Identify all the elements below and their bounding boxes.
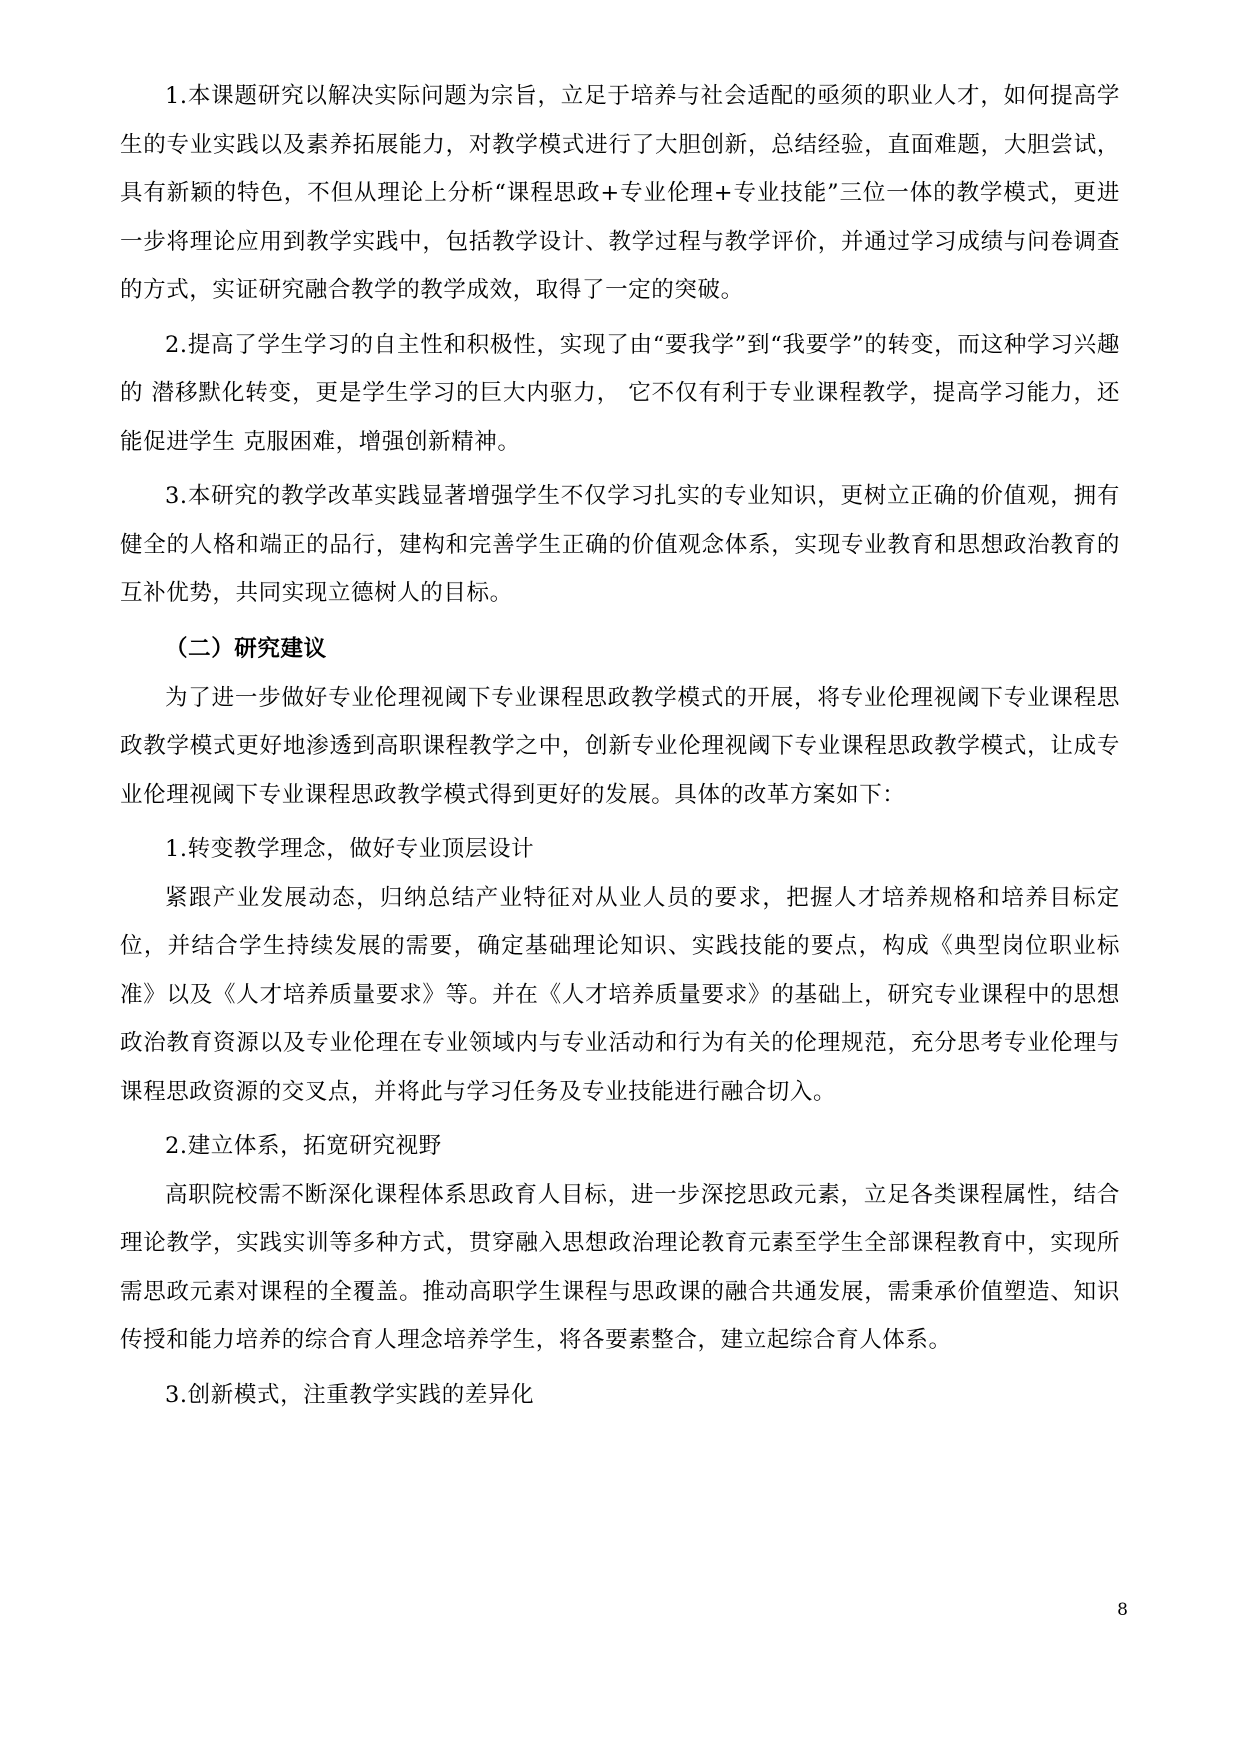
intro-paragraph: 为了进一步做好专业伦理视阈下专业课程思政教学模式的开展，将专业伦理视阈下专业课程思政教学模式更好地渗透到高职课程教学之中，创新专业伦理视阈下专业课程思政教学模式，让成专业伦理视阈下专业课程思政教学模式得到更好的发展。具体的改革方案如下：	[120, 684, 1120, 808]
item-3-title: 3.创新模式，注重教学实践的差异化	[165, 1381, 535, 1408]
conclusion-paragraph-1: 1.本课题研究以解决实际问题为宗旨，立足于培养与社会适配的亟须的职业人才，如何提高学生的专业实践以及素养拓展能力，对教学模式进行了大胆创新，总结经验，直面难题，大胆尝试，具有新颖的特色，不但从理论上分析“课程思政+专业伦理+专业技能”三位一体的教学模式，更进一步将理论应用到教学实践中，包括教学设计、教学过程与教学评价，并通过学习成绩与问卷调查的方式，实证研究融合教学的教学成效，取得了一定的突破。	[120, 83, 1120, 303]
item-2-title: 2.建立体系，拓宽研究视野	[165, 1133, 442, 1159]
item-1-title: 1.转变教学理念，做好专业顶层设计	[165, 836, 535, 862]
item-2-body: 高职院校需不断深化课程体系思政育人目标，进一步深挖思政元素，立足各类课程属性，结合理论教学，实践实训等多种方式，贯穿融入思想政治理论教育元素至学生全部课程教育中，实现所需思政元素对课程的全覆盖。推动高职学生课程与思政课的融合共通发展，需秉承价值塑造、知识传授和能力培养的综合育人理念培养学生，将各要素整合，建立起综合育人体系。	[120, 1181, 1120, 1353]
section-heading: （二）研究建议	[165, 635, 327, 662]
conclusion-paragraph-2: 2.提高了学生学习的自主性和积极性，实现了由“要我学”到“我要学”的转变，而这种学习兴趣的 潜移默化转变，更是学生学习的巨大内驱力， 它不仅有利于专业课程教学，提高学习能力，还能促进学生 克服困难，增强创新精神。	[120, 331, 1120, 455]
item-1-body: 紧跟产业发展动态，归纳总结产业特征对从业人员的要求，把握人才培养规格和培养目标定位，并结合学生持续发展的需要，确定基础理论知识、实践技能的要点，构成《典型岗位职业标准》以及《人才培养质量要求》等。并在《人才培养质量要求》的基础上，研究专业课程中的思想政治教育资源以及专业伦理在专业领域内与专业活动和行为有关的伦理规范，充分思考专业伦理与课程思政资源的交叉点，并将此与学习任务及专业技能进行融合切入。	[120, 884, 1120, 1105]
conclusion-paragraph-3: 3.本研究的教学改革实践显著增强学生不仅学习扎实的专业知识，更树立正确的价值观，拥有健全的人格和端正的品行，建构和完善学生正确的价值观念体系，实现专业教育和思想政治教育的互补优势，共同实现立德树人的目标。	[120, 483, 1120, 606]
page-content	[120, 72, 1120, 1419]
page-number: 8	[1117, 1600, 1128, 1620]
